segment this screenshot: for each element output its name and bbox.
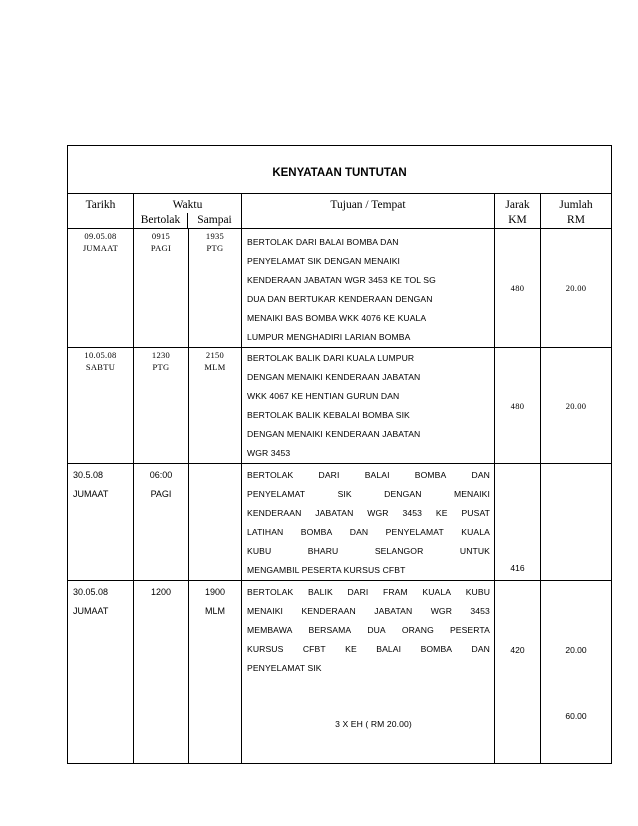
total-label: 3 X EH ( RM 20.00) (335, 719, 412, 729)
line-4: KUBU BHARU SELANGOR UNTUK (247, 546, 490, 556)
row-depart: 0915 PAGI (134, 229, 189, 348)
row-km: 416 (495, 464, 541, 581)
header-waktu (134, 194, 242, 229)
row-destination: BERTOLAK BALIK DARI FRAM KUALA KUBU MENAIKI KENDERAAN JABATAN WGR 3453 MEMBAWA BERSAMA DUA ORANG PESERTA KURSUS CFBT KE BALAI BOMBA DAN PENYELAMAT SIK 3 X EH ( RM 20.00) (242, 581, 495, 764)
row-km: 420 (495, 581, 541, 764)
document-title: KENYATAAN TUNTUTAN (68, 146, 612, 194)
row-arrive: 1900 MLM (189, 581, 242, 764)
table-row (68, 348, 612, 464)
row-destination: BERTOLAK BALIK DARI KUALA LUMPUR DENGAN MENAIKI KENDERAAN JABATAN WKK 4067 KE HENTIAN GURUN DAN BERTOLAK BALIK KEBALAI BOMBA SIK DENGAN MENAIKI KENDERAAN JABATAN WGR 3453 (242, 348, 495, 464)
table-row (68, 229, 612, 348)
row-depart: 1230 PTG (134, 348, 189, 464)
row-date: 09.05.08 JUMAAT (68, 229, 134, 348)
line-2: MEMBAWA BERSAMA DUA ORANG PESERTA (247, 625, 490, 635)
header-waktu-label: Waktu (172, 199, 203, 211)
line-0: BERTOLAK DARI BALAI BOMBA DAN (247, 470, 490, 480)
line-3: LATIHAN BOMBA DAN PENYELAMAT KUALA (247, 527, 490, 537)
row-destination: BERTOLAK DARI BALAI BOMBA DAN PENYELAMAT SIK DENGAN MENAIKI KENDERAAN JABATAN WGR 3453 KE PUSAT LATIHAN BOMBA DAN PENYELAMAT KUALA KUBU BHARU SELANGOR UNTUK MENGAMBIL PESERTA KURSUS CFBT (242, 464, 495, 581)
header-tarikh: Tarikh (68, 194, 134, 229)
header-jumlah: Jumlah RM (541, 194, 612, 229)
row-depart: 06:00 PAGI (134, 464, 189, 581)
row-rm: 20.00 60.00 (541, 581, 612, 764)
row-rm (541, 464, 612, 581)
line-0: BERTOLAK BALIK DARI FRAM KUALA KUBU (247, 587, 490, 597)
row-arrive: 1935 PTG (189, 229, 242, 348)
line-3: KURSUS CFBT KE BALAI BOMBA DAN (247, 644, 490, 654)
header-bertolak: Bertolak (140, 214, 181, 226)
row-rm: 20.00 (541, 348, 612, 464)
table-row (68, 464, 612, 581)
header-jarak: Jarak KM (495, 194, 541, 229)
header-sampai: Sampai (187, 213, 241, 228)
row-km: 480 (495, 348, 541, 464)
claim-statement-table (67, 145, 612, 764)
table-row (68, 581, 612, 764)
line-1: MENAIKI KENDERAAN JABATAN WGR 3453 (247, 606, 490, 616)
line-2: KENDERAAN JABATAN WGR 3453 KE PUSAT (247, 508, 490, 518)
total-rm: 60.00 (565, 711, 587, 721)
row-date: 30.5.08 JUMAAT (68, 464, 134, 581)
row-depart: 1200 (134, 581, 189, 764)
row-date: 10.05.08 SABTU (68, 348, 134, 464)
line-1: PENYELAMAT SIK DENGAN MENAIKI (247, 489, 490, 499)
row-arrive: 2150 MLM (189, 348, 242, 464)
row-km: 480 (495, 229, 541, 348)
row-destination: BERTOLAK DARI BALAI BOMBA DAN PENYELAMAT SIK DENGAN MENAIKI KENDERAAN JABATAN WGR 3453 KE TOL SG DUA DAN BERTUKAR KENDERAAN DENGAN MENAIKI BAS BOMBA WKK 4076 KE KUALA LUMPUR MENGHADIRI LARIAN BOMBA (242, 229, 495, 348)
header-tujuan: Tujuan / Tempat (242, 194, 495, 229)
row-rm: 20.00 (541, 229, 612, 348)
row-arrive (189, 464, 242, 581)
header-row (68, 194, 612, 229)
row-date: 30.05.08 JUMAAT (68, 581, 134, 764)
